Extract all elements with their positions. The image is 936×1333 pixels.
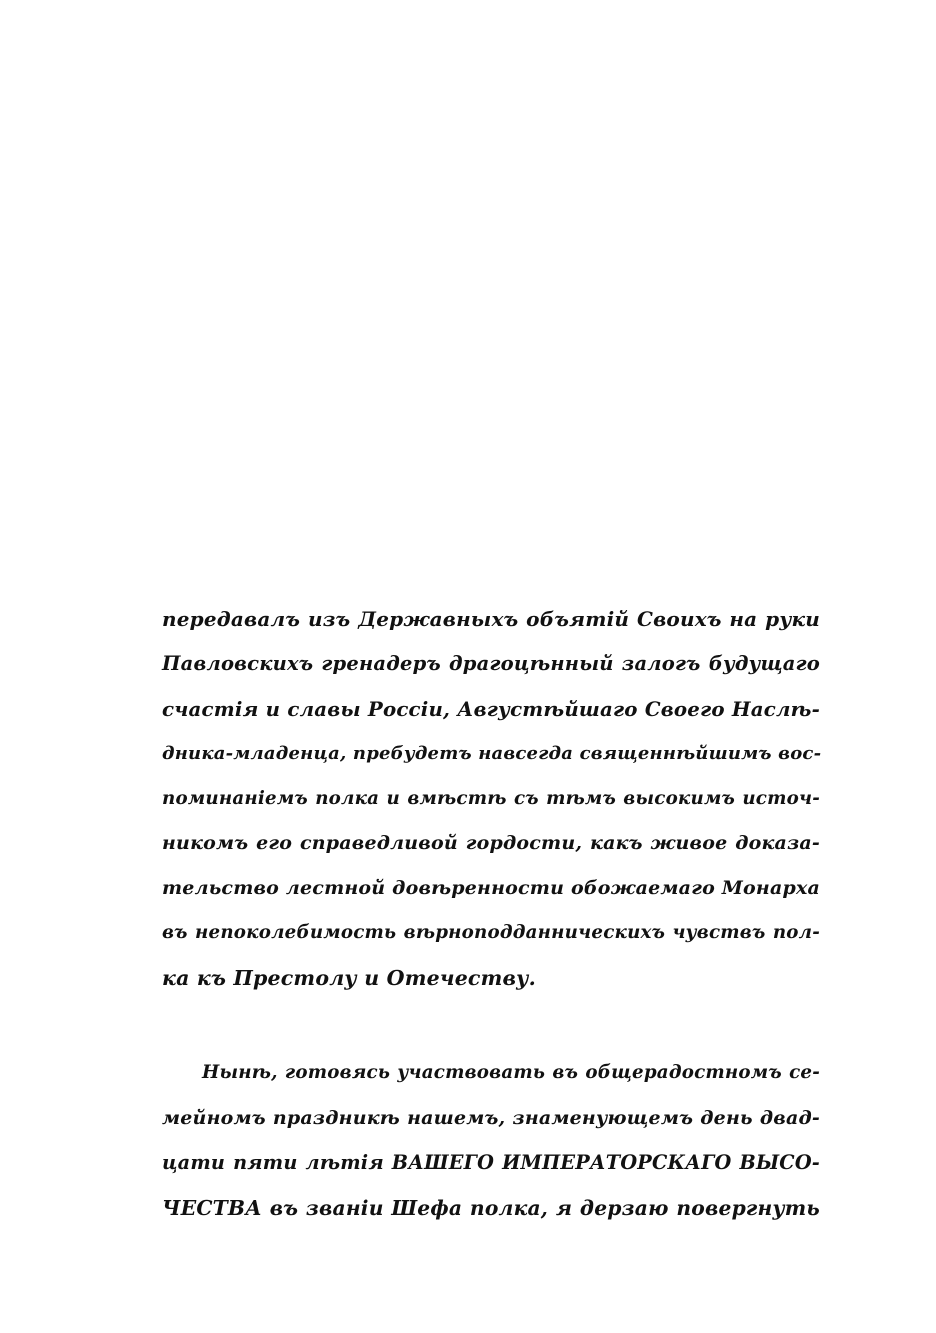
text-line: счастія и славы Россіи, Августѣйшаго Своего Наслѣ- [162, 696, 820, 721]
text-line: ка къ Престолу и Отечеству. [162, 966, 536, 991]
paragraph-1 [162, 597, 820, 1001]
text-line: Павловскихъ гренадеръ драгоцѣнный залогъ будущаго [162, 651, 820, 675]
text-line: передавалъ изъ Державныхъ объятій Своихъ на руки [162, 607, 820, 631]
text-line: дника-младенца, пребудетъ навсегда священнѣйшимъ вос- [162, 742, 822, 764]
text-line: Нынѣ, готовясь участвовать въ общерадостномъ се- [202, 1062, 820, 1083]
text-line: поминаніемъ полка и вмѣстѣ съ тѣмъ высокимъ источ- [162, 787, 820, 809]
text-line: ЧЕСТВА въ званіи Шефа полка, я дерзаю повергнуть [162, 1195, 820, 1220]
text-line: никомъ его справедливой гордости, какъ живое доказа- [162, 832, 820, 855]
text-line: въ непоколебимость вѣрноподданническихъ чувствъ пол- [162, 922, 820, 944]
text-line: цати пяти лѣтія ВАШЕГО ИМПЕРАТОРСКАГО ВЫСО- [162, 1150, 820, 1174]
paragraph-2 [162, 1051, 820, 1231]
text-line: мейномъ праздникѣ нашемъ, знаменующемъ день двад- [162, 1106, 820, 1129]
text-line: тельство лестной довѣренности обожаемаго Монарха [162, 877, 820, 900]
